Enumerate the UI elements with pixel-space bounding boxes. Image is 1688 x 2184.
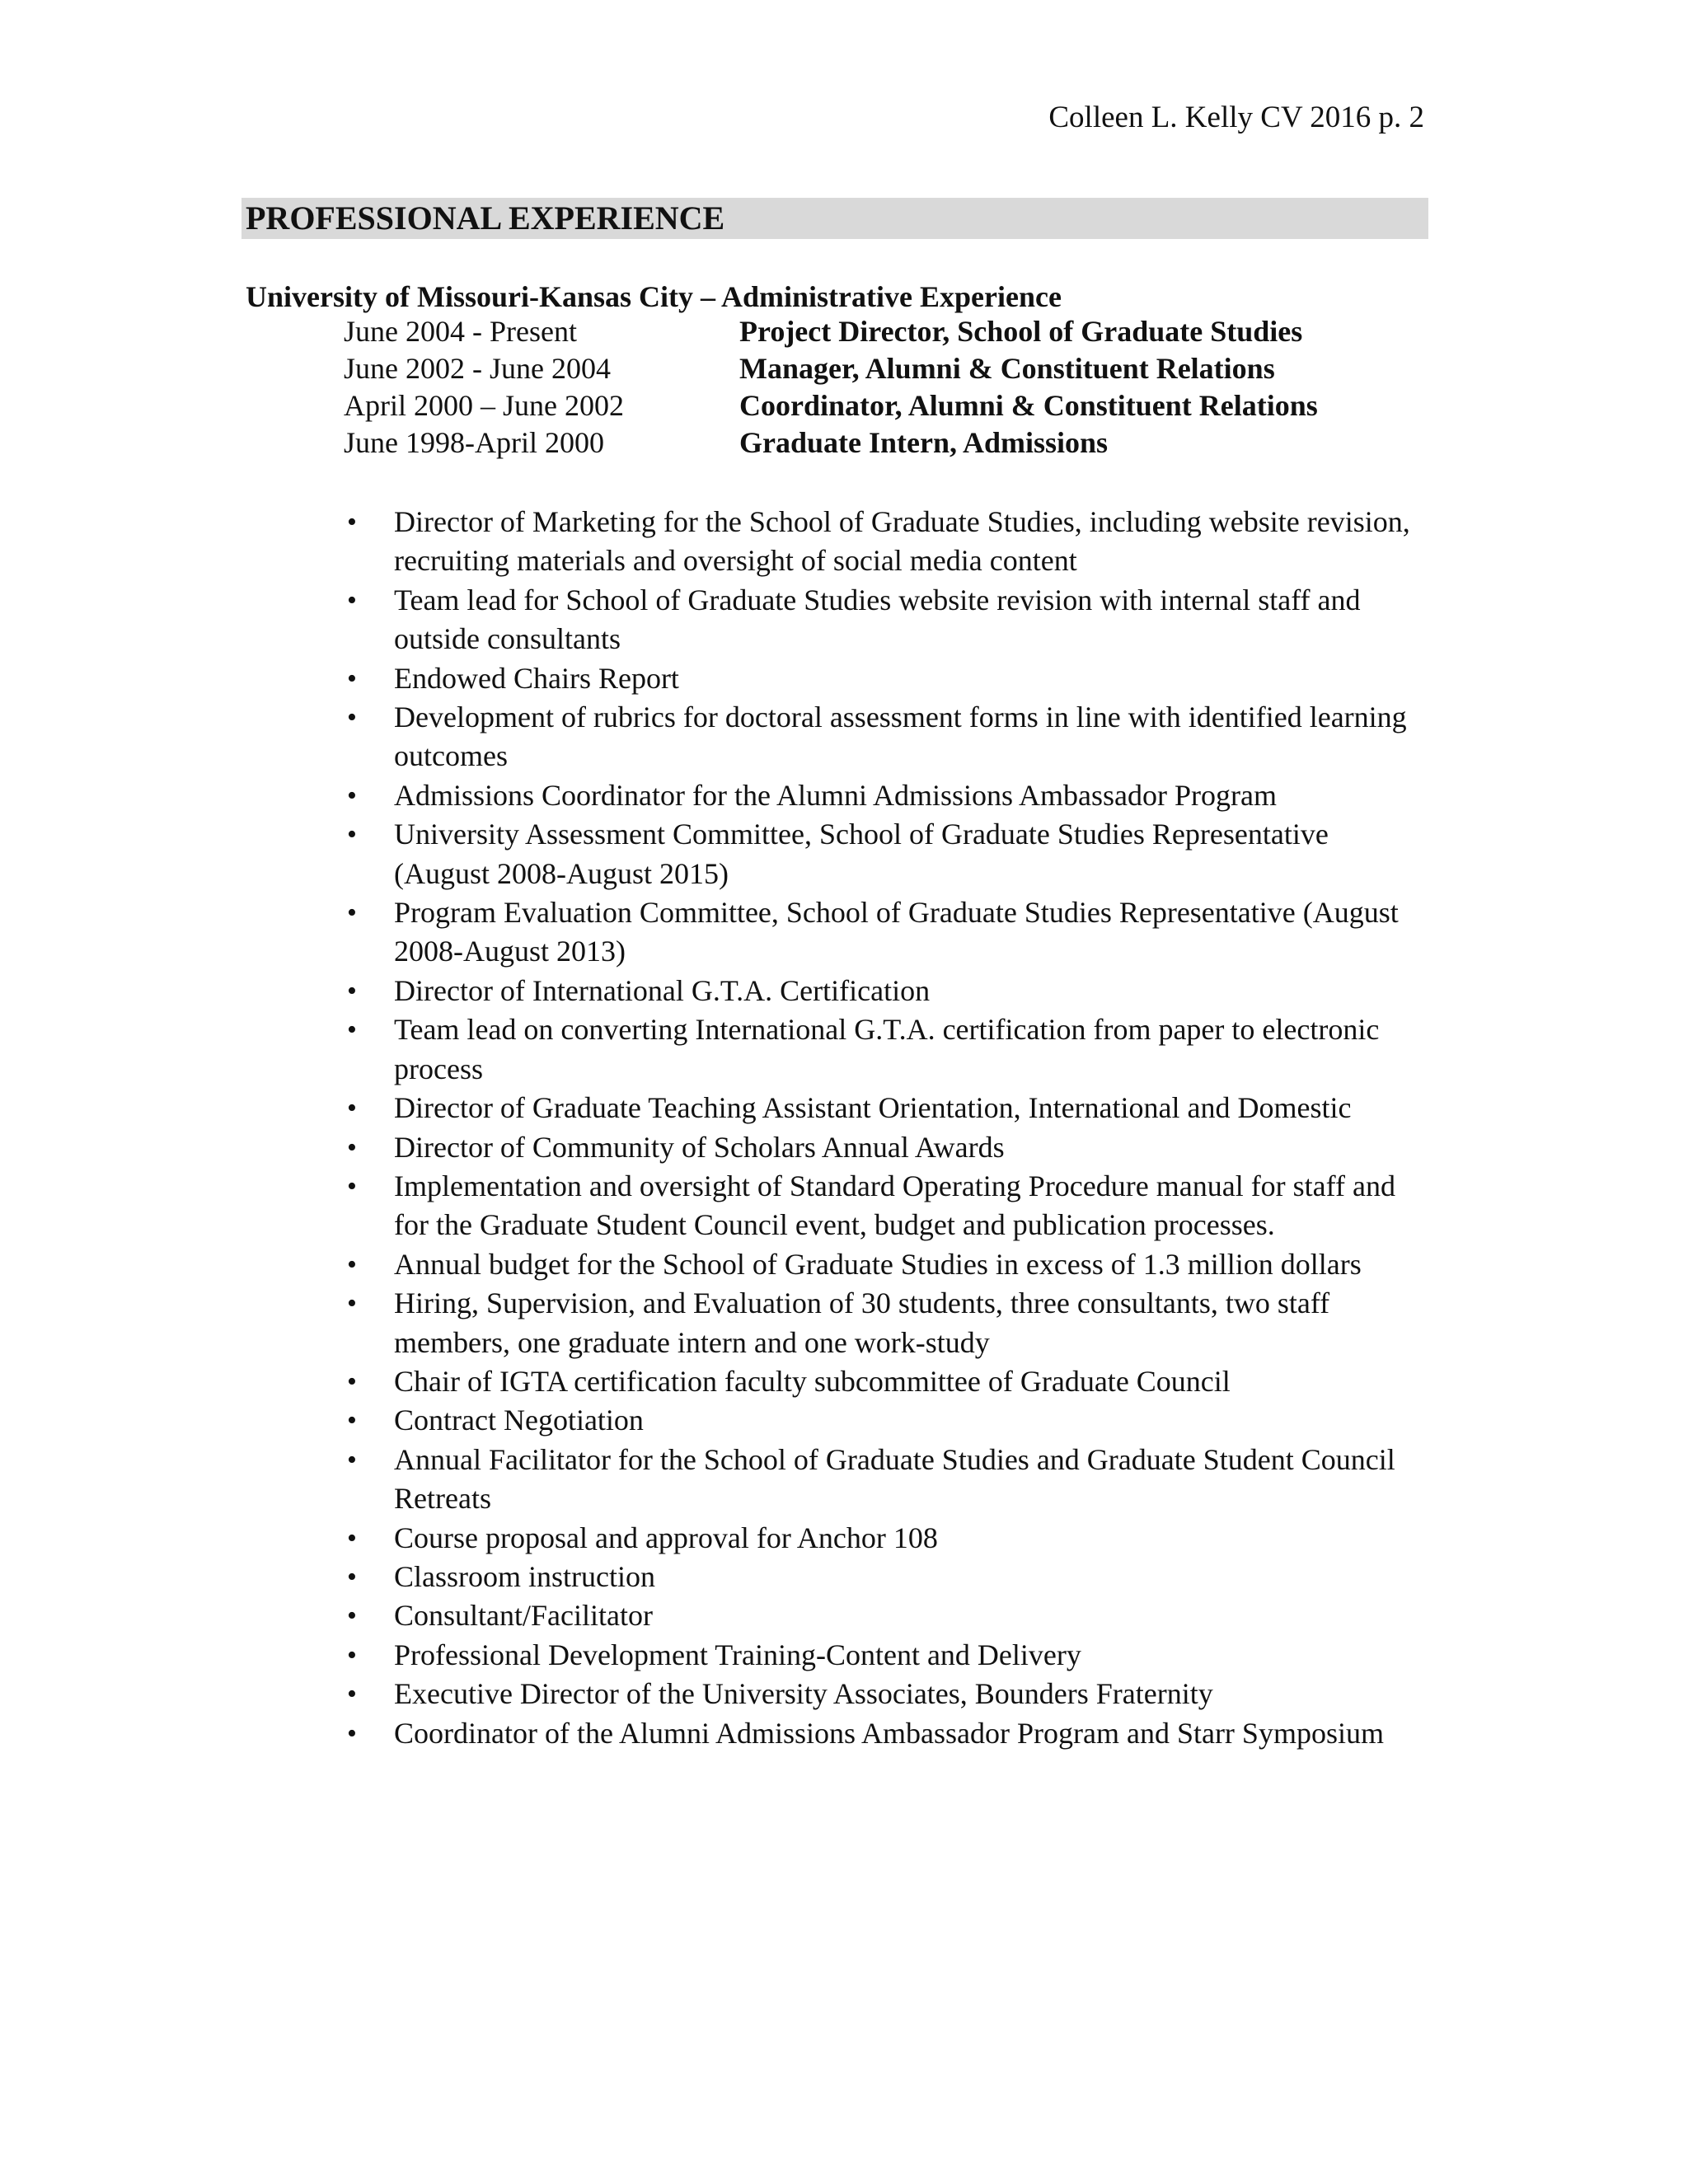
position-title: Manager, Alumni & Constituent Relations [739,352,1275,385]
bullet-icon: • [347,975,357,1006]
position-row [344,350,1432,387]
duty-text: Professional Development Training-Content and Delivery [394,1638,1081,1671]
section-heading-band [241,198,1428,239]
duty-item [0,581,1416,659]
duty-text: Annual budget for the School of Graduate Studies in excess of 1.3 million dollars [394,1247,1362,1281]
duty-item [0,1089,1416,1127]
duty-text: Endowed Chairs Report [394,661,679,695]
duty-item [0,776,1416,815]
duty-text: University Assessment Committee, School of Graduate Studies Representative (August 2008-August 2015) [394,818,1329,890]
duty-text: Team lead on converting International G.T.A. certification from paper to electronic process [394,1013,1380,1085]
position-dates: June 2002 - June 2004 [344,352,611,385]
duty-item [0,698,1416,776]
duty-item [0,1636,1416,1675]
bullet-icon: • [347,702,357,733]
duty-text: Director of International G.T.A. Certification [394,973,931,1007]
duty-text: Course proposal and approval for Anchor 108 [394,1521,938,1554]
bullet-icon: • [347,1288,357,1319]
duty-item [0,1245,1416,1284]
bullet-icon: • [347,1132,357,1163]
bullet-icon: • [347,1249,357,1280]
duty-text: Executive Director of the University Associates, Bounders Fraternity [394,1677,1213,1711]
bullet-icon: • [347,584,357,616]
duty-item [0,1167,1416,1245]
organization-heading: University of Missouri-Kansas City – Administrative Experience [246,280,1062,313]
position-dates: June 1998-April 2000 [344,426,604,459]
bullet-icon: • [347,1444,357,1475]
bullet-icon: • [347,1639,357,1671]
duty-text: Director of Community of Scholars Annual Awards [394,1130,1005,1164]
bullet-icon: • [347,1679,357,1710]
duty-text: Annual Facilitator for the School of Graduate Studies and Graduate Student Council Retreats [394,1442,1395,1516]
positions-list [344,313,1432,462]
bullet-icon: • [347,898,357,929]
duty-item [0,1128,1416,1167]
position-title: Coordinator, Alumni & Constituent Relations [739,389,1318,422]
section-title: PROFESSIONAL EXPERIENCE [246,199,725,237]
duty-text: Hiring, Supervision, and Evaluation of 30 students, three consultants, two staff members, one graduate intern and one work-study [394,1286,1330,1359]
bullet-icon: • [347,1601,357,1632]
duty-item [0,1010,1416,1089]
duty-text: Implementation and oversight of Standard Operating Procedure manual for staff and for the Graduate Student Council event, budget and publication processes. [394,1169,1395,1242]
duty-text: Development of rubrics for doctoral assessment forms in line with identified learning outcomes [394,701,1407,773]
duty-text: Director of Graduate Teaching Assistant Orientation, International and Domestic [394,1091,1352,1125]
duty-item [0,1596,1416,1635]
duty-item [0,659,1416,698]
position-row [344,313,1432,350]
duty-text: Program Evaluation Committee, School of Graduate Studies Representative (August 2008-August 2013) [394,896,1399,968]
duty-item [0,815,1416,893]
duty-item [0,1284,1416,1362]
duty-item [0,1401,1416,1440]
position-title: Graduate Intern, Admissions [739,426,1109,459]
bullet-icon: • [347,819,357,851]
position-dates: June 2004 - Present [344,315,577,348]
bullet-icon: • [347,1093,357,1124]
bullet-icon: • [347,1015,357,1046]
duty-text: Director of Marketing for the School of Graduate Studies, including website revision, recruiting materials and oversight of social media content [394,505,1410,578]
bullet-icon: • [347,1170,357,1202]
duties-list [0,503,1688,1753]
bullet-icon: • [347,1405,357,1436]
duty-text: Coordinator of the Alumni Admissions Ambassador Program and Starr Symposium [394,1716,1384,1750]
duty-item [0,503,1416,581]
duty-text: Admissions Coordinator for the Alumni Admissions Ambassador Program [394,778,1277,812]
position-title: Project Director, School of Graduate Studies [739,315,1303,348]
duty-text: Chair of IGTA certification faculty subcommittee of Graduate Council [394,1364,1231,1398]
duty-item [0,1519,1416,1558]
bullet-icon: • [347,1522,357,1554]
duty-item [0,1675,1416,1713]
position-row [344,387,1432,424]
position-row [344,424,1432,462]
bullet-icon: • [347,1718,357,1749]
duty-item [0,1362,1416,1401]
duty-item [0,1441,1416,1519]
page-header: Colleen L. Kelly CV 2016 p. 2 [1048,101,1424,134]
duty-item [0,1558,1416,1596]
duty-text: Team lead for School of Graduate Studies website revision with internal staff and outside consultants [394,583,1361,656]
duty-text: Classroom instruction [394,1559,655,1593]
duty-item [0,972,1416,1010]
bullet-icon: • [347,1561,357,1592]
duty-item [0,1714,1416,1753]
bullet-icon: • [347,507,357,537]
duty-text: Contract Negotiation [394,1404,644,1437]
bullet-icon: • [347,780,357,811]
bullet-icon: • [347,663,357,694]
duty-text: Consultant/Facilitator [394,1599,653,1633]
position-dates: April 2000 – June 2002 [344,389,624,422]
bullet-icon: • [347,1366,357,1397]
duty-item [0,893,1416,972]
